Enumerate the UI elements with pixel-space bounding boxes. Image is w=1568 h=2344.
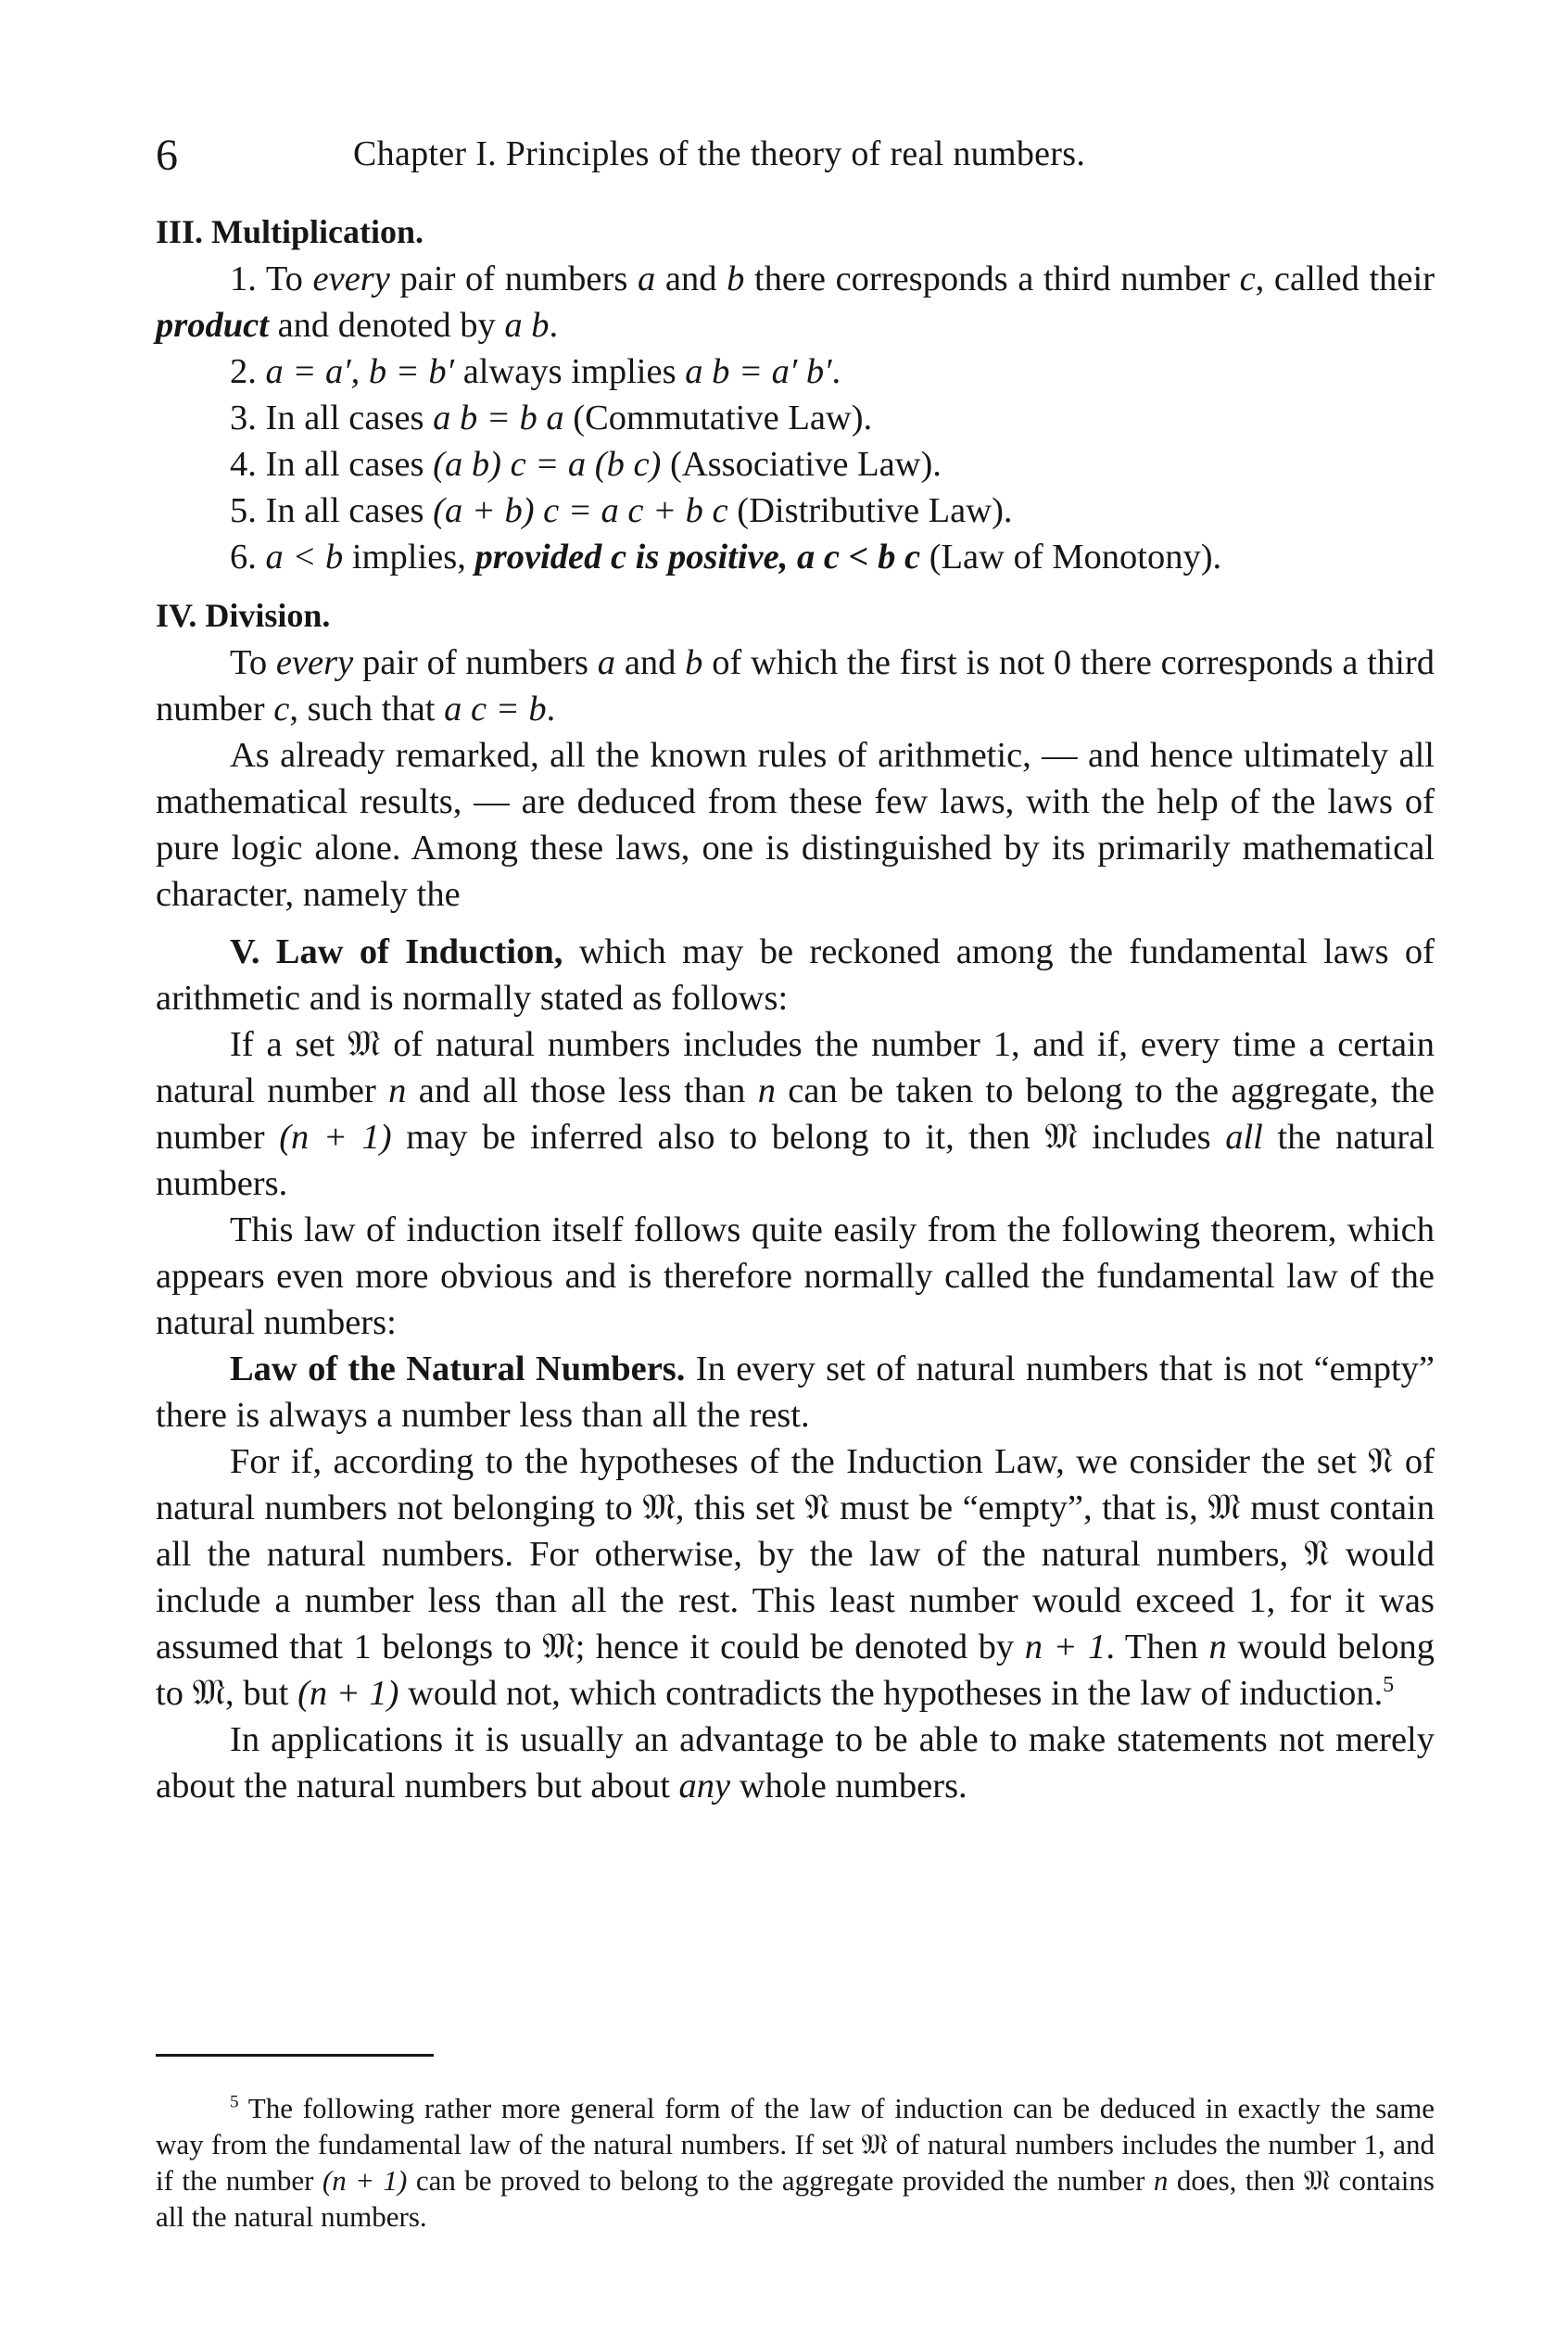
footnote-marker: 5: [1383, 1673, 1395, 1698]
running-head: Chapter I. Principles of the theory of real numbers.: [353, 134, 1086, 173]
multiplication-axiom-6: 6. a < b implies, provided c is positive, a c < b c (Law of Monotony).: [230, 538, 1222, 576]
law-natural-numbers-heading: Law of the Natural Numbers.: [230, 1349, 686, 1388]
page-header: [156, 130, 1435, 185]
footnote-5: $^5$ The following rather more general form of the law of induction can be deduced in exactly the same way from the fundamental law of the natural numbers. If set 𝔐 of natural numbers includes the number 1, and if the number (n + 1) can be proved to belong to the aggregate provided the number n does, then 𝔐 contains all the natural numbers.: [156, 2092, 1435, 2233]
division-axiom: To every pair of numbers a and b of which the first is not 0 there corresponds a third number c, such that a c = b.: [156, 643, 1435, 729]
paragraph-applications: In applications it is usually an advantage to be able to make statements not merely about the natural numbers but about any whole numbers.: [156, 1720, 1435, 1806]
page-body: [156, 208, 1435, 1809]
multiplication-axiom-3: 3. In all cases a b = b a (Commutative Law).: [230, 399, 873, 437]
footnote-number: 5: [230, 2092, 239, 2112]
section-heading-multiplication: III. Multiplication.: [156, 213, 424, 250]
multiplication-axiom-5: 5. In all cases (a + b) c = a c + b c (Distributive Law).: [230, 491, 1013, 530]
paragraph-law-natural-numbers: Law of the Natural Numbers. In every set of natural numbers that is not “empty” there is always a number less than all the rest.: [156, 1349, 1435, 1435]
paragraph-induction-statement: If a set 𝔐 of natural numbers includes the number 1, and if, every time a certain natural number n and all those less than n can be taken to belong to the aggregate, the number (n + 1) may be inferred also to belong to it, then 𝔐 includes all the natural numbers.: [156, 1025, 1435, 1203]
multiplication-axiom-1: 1. To every pair of numbers a and b there corresponds a third number c, called their product and denoted by a b.: [156, 260, 1435, 345]
paragraph-law-of-induction: V. Law of Induction, which may be reckoned among the fundamental laws of arithmetic and is normally stated as follows:: [156, 932, 1435, 1018]
multiplication-axiom-4: 4. In all cases (a b) c = a (b c) (Associative Law).: [230, 445, 942, 484]
paragraph-proof: For if, according to the hypotheses of the Induction Law, we consider the set 𝔑 of natural numbers not belonging to 𝔐, this set 𝔑 must be “empty”, that is, 𝔐 must contain all the natural numbers. For otherwise, by the law of the natural numbers, 𝔑 would include a number less than all the rest. This least number would exceed 1, for it was assumed that 1 belongs to 𝔐; hence it could be denoted by n + 1. Then n would belong to 𝔐, but (n + 1) would not, which contradicts the hypotheses in the law of induction.$^5$: [156, 1442, 1435, 1713]
page-number: 6: [156, 131, 178, 180]
section-heading-division: IV. Division.: [156, 597, 331, 634]
paragraph-follows: This law of induction itself follows quite easily from the following theorem, which appears even more obvious and is therefore normally called the fundamental law of the natural numbers:: [156, 1210, 1435, 1342]
footnote-rule: [156, 2054, 434, 2057]
law-of-induction-heading: V. Law of Induction,: [230, 932, 563, 971]
multiplication-axiom-2: 2. a = a′, b = b′ always implies a b = a′ b′.: [230, 352, 841, 391]
paragraph-remark: As already remarked, all the known rules of arithmetic, — and hence ultimately all mathematical results, — are deduced from these few laws, with the help of the laws of pure logic alone. Among these laws, one is distinguished by its primarily mathematical character, namely the: [156, 736, 1435, 914]
